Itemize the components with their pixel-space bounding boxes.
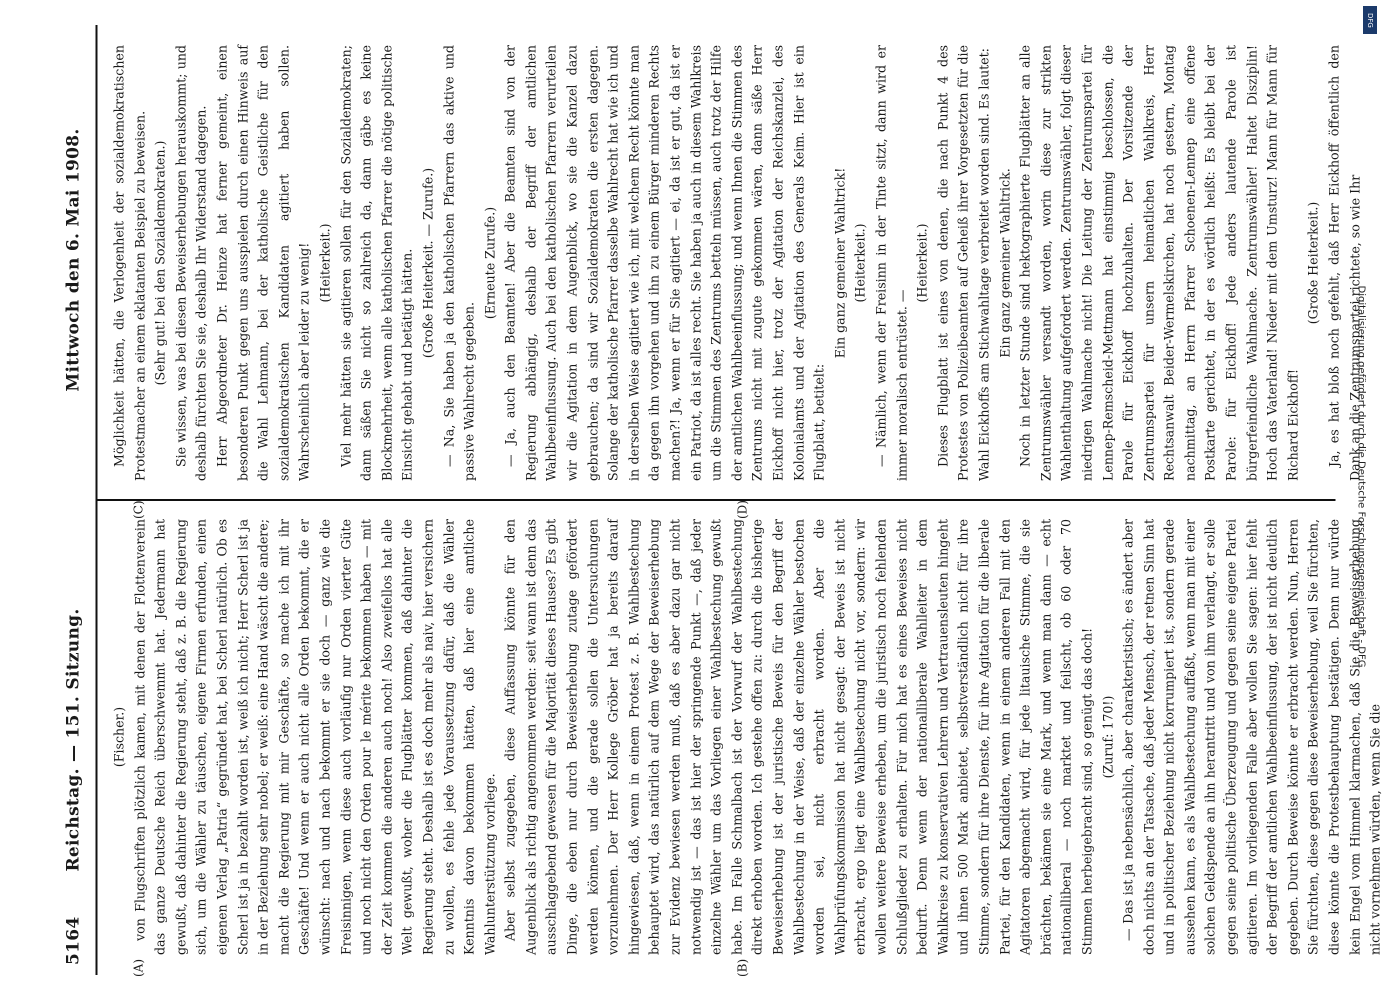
flyer-heading: Ein ganz gemeiner Wahltrick.	[996, 168, 1012, 358]
paragraph: Sie wissen, was bei diesen Beweiserhebungen herauskommt; und deshalb fürchten Sie sie, deshalb Ihr Widerstand dagegen.	[172, 45, 209, 481]
dfg-logo: DFG	[1363, 6, 1377, 34]
right-text-column	[109, 45, 1362, 481]
margin-mark-d: (D)	[735, 500, 749, 519]
credit-text: Digitalisierung gefördert durch die Deutsche Forschungsgemeinschaft - DFG	[1355, 285, 1367, 668]
paragraph: Herr Abgeordneter Dr. Heinze hat ferner gemeint, einen besonderen Punkt gegen uns ausspielen durch einen Hinweis auf die Wahl Lehmann, bei der katholische Geistliche für den sozialdemokratischen Kandidaten agitiert haben sollen. Wahrscheinlich aber leider zu wenig!	[213, 45, 312, 481]
interjection: (Große Heiterkeit.)	[1305, 201, 1321, 325]
interjection: (Zuruf: 170!)	[1099, 695, 1115, 779]
speaker-name: (Fischer.)	[111, 706, 126, 768]
digitization-credit	[1356, 286, 1367, 666]
paragraph: Viel mehr hätten sie agitieren sollen für den Sozialdemokraten; dann säßen Sie nicht so zahlreich da, dann gäbe es keine Blockmehrheit, wenn alle katholischen Pfarrer die nötige politische Einsicht gehabt und betätigt hätten.	[337, 45, 415, 481]
paragraph: Aber selbst zugegeben, diese Auffassung könnte für den Augenblick als richtig angenommen werden: seit wann ist denn das ausschlaggebend gewesen für die Majorität dieses Hauses? Es gibt Dinge, die eben nur durch Beweiserhebung zutage gefördert werden können, und die gerade sollen die Untersuchungen vorzunehmen. Der Herr Kollege Gröber hat ja bereits darauf hingewiesen, daß, wenn in einem Protest z. B. Wahlbestechung behauptet wird, das natürlich auf dem Wege der Beweiserhebung zur Evidenz bewiesen werden muß, daß es aber dazu gar nicht notwendig ist — das ist hier der springende Punkt —, daß jeder einzelne Wähler um das Vorliegen einer Wahlbestechung gewußt habe. Im Falle Schmalbach ist der Vorwurf der Wahlbestechung direkt erhoben worden. Ich gestehe offen zu: durch die bisherige Beweiserhebung ist der juristische Beweis für den Begriff der Wahlbestechung in der Weise, daß der einzelne Wähler bestochen worden sei, nicht erbracht worden. Aber die Wahlprüfungskommission hat nicht gesagt: der Beweis ist nicht erbracht, ergo liegt eine Wahlbestechung nicht vor, sondern: wir wollen weitere Beweise erheben, um die juristisch noch fehlenden Schlußglieder zu erhalten. Für mich hat es eines Beweises nicht bedurft. Denn wenn der nationalliberale Wahlleiter in dem Wahlkreise zu konservativen Lehrern und Vertrauensleuten hingeht und ihnen 500 Mark anbietet, selbstverständlich nicht für ihre Stimme, sondern für ihre Dienste, für ihre Agitation für die liberale Partei, für den Kandidaten, wenn in einem anderen Fall mit den Agitatoren abgemacht wird, für jede litauische Stimme, die sie brächten, bekämen sie eine Mark, und wenn man dann — echt nationalliberal — noch marktet und feilscht, ob 60 oder 70 Stimmen herbeigebracht sind, so genügt das doch!	[502, 519, 1094, 955]
column-divider	[95, 499, 1335, 501]
header-left-title: Reichstag. — 151. Sitzung.	[63, 608, 83, 872]
paragraph: — Nämlich, wenn der Freisinn in der Tinte sitzt, dann wird er immer moralisch entrüstet. —	[872, 45, 909, 481]
left-text-column	[109, 519, 1383, 955]
paragraph: Dieses Flugblatt ist eines von denen, die nach Punkt 4 des Protestes von Polizeibeamten auf Geheiß ihrer Vorgesetzten für die Wahl Eickhoffs am Stichwahltage verbreitet worden sind. Es lautet:	[934, 45, 991, 481]
interjection: (Heiterkeit.)	[316, 223, 332, 303]
paragraph: Ja, es hat bloß noch gefehlt, daß Herr Eickhoff öffentlich den Dank an die Zentrumspartei richtete, so wie Ihr	[1326, 45, 1362, 481]
header-right-title: Mittwoch den 6. Mai 1908.	[63, 128, 83, 392]
flyer-title: Ein ganz gemeiner Wahltrick!	[831, 167, 847, 359]
interjection: (Erneute Zurufe.)	[481, 206, 497, 320]
interjection: (Sehr gut! bei den Sozialdemokraten.)	[152, 140, 168, 386]
interjection: (Heiterkeit.)	[914, 223, 930, 303]
paragraph: von Flugschriften plötzlich kamen, mit denen der Flottenverein das ganze Deutsche Reich überschwemmt hat. Jedermann hat gewußt, daß dahinter die Regierung steht, daß z. B. die Regierung sich, um die Wähler zu täuschen, eigene Firmen erfunden, einen eigenen Verlag „Patria“ gegründet hat, bei Scherl natürlich. Ob es Scherl ist ja in bezahlt worden ist, weiß ich nicht; Herr Scherl ist ja in der Beziehung sehr nobel; er weiß: eine Hand wäscht die andere; macht die Regierung mit mir Geschäfte, so mache ich mit ihr Geschäfte! Und wenn er auch nicht alle Orden bekommt, die er wünscht: nach und nach bekommt er sie doch — ganz wie die Freisinnigen, wenn diese auch vorläufig nur Orden vierter Güte und noch nicht den Orden pour le mérite bekommen haben — mit der Zeit kommen die anderen auch noch! Also zweifellos hat alle Welt gewußt, woher die Flugblätter kommen, daß dahinter die Regierung steht. Deshalb ist es doch mehr als naiv, hier versichern zu wollen, es fehle jede Voraussetzung dafür, daß die Wähler Kenntnis davon bekommen hätten, daß hier eine amtliche Wahlunterstützung vorliege.	[131, 519, 497, 955]
interjection: (Große Heiterkeit. — Zurufe.)	[419, 167, 435, 359]
paragraph: — Das ist ja nebensächlich, aber charakteristisch; es ändert aber doch nichts an der Tatsache, daß jeder Mensch, der retnen Sinn hat und in politischer Beziehung nicht korrumpiert ist, sondern gerade aussehen kann, es als Wahlbestechung auffaßt, wenn man mit einer solchen Geldspende an ihn herantritt und von ihm verlangt, er solle gegen seine politische Überzeugung und gegen seine eigene Partei agitieren. Im vorliegenden Falle aber wollen Sie sagen: hier fehlt der Begriff der amtlichen Wahlbeeinflussung, der ist nicht deutlich gegeben. Durch Beweise könnte er erbracht werden. Nun, Herren Sie fürchten, diese gegen diese Beweiserhebung, weil Sie fürchten, diese könnte die Protestbehauptung bestätigen. Denn nur würde kein Engel vom Himmel klarmachen, daß Sie die Beweiserhebung nicht vornehmen würden, wenn Sie die	[1120, 519, 1383, 955]
margin-mark-b: (B)	[735, 958, 749, 977]
interjection: (Heiterkeit.)	[852, 223, 868, 303]
page-header	[59, 25, 89, 975]
paragraph: — Ja, auch den Beamten! Aber die Beamten sind von der Regierung abhängig, deshalb der Begriff der amtlichen Wahlbeeinflussung. Auch bei den katholischen Pfarrern verurteilen wir die Agitation in dem Augenblick, wo sie die Kanzel dazu gebrauchen; da sind wir Sozialdemokraten die ersten dagegen. Solange der katholische Pfarrer dasselbe Wahlrecht hat wie ich und in derselben Weise agitiert wie ich, mit welchem Recht könnte man da gegen ihn vorgehen und ihn zu einem Bürger minderen Rechts machen?! Ja, wenn er für Sie agitiert — ei, da ist er gut, da ist er ein Patriot, da ist alles recht. Sie haben ja auch in diesem Wahlkreis um die Stimmen des Zentrums betteln müssen, auch trotz der Hilfe der amtlichen Wahlbeeinflussung; und wenn Ihnen die Stimmen des Zentrums nicht mit zugute gekommen wären, dann säße Herr Eickhoff nicht hier, trotz der Agitation der Reichskanzlei, des Kolonialamts und der Agitation des Generals Keim. Hier ist ein Flugblatt, betitelt:	[502, 45, 827, 481]
quoted-flyer-text: Noch in letzter Stunde sind hektographierte Flugblätter an alle Zentrumswähler versandt worden, worin diese zur strikten Wahlenthaltung aufgefordert werden. Zentrumswähler, folgt dieser niedrigen Wahlmache nicht! Die Leitung der Zentrumspartei für Lennep-Remscheid-Mettmann hat einstimmig beschlossen, die Parole für Eickhoff hochzuhalten. Der Vorsitzende der Zentrumspartei für unsern heimatlichen Wahlkreis, Herr Rechtsanwalt Beider-Wermelskirchen, hat noch gestern, Montag nachmittag, an Herrn Pfarrer Schoenen-Lennep eine offene Postkarte gerichtet, in der es wörtlich heißt: Es bleibt bei der Parole: für Eickhoff! Jede anders lautende Parole ist bürgerfeindliche Wahlmache. Zentrumswähler! Haltet Disziplin! Hoch das Vaterland! Nieder mit dem Umsturz! Mann für Mann für Richard Eickhoff!	[1017, 45, 1300, 481]
page-number: 5164	[63, 916, 83, 965]
paragraph: — Na, Sie haben ja den katholischen Pfarrern das aktive und passive Wahlrecht gegeben.	[440, 45, 477, 481]
paragraph: Möglichkeit hätten, die Verlogenheit der sozialdemokratischen Protestmacher an einem eklatanten Beispiel zu beweisen.	[111, 45, 147, 481]
margin-mark-a: (A)	[131, 958, 145, 977]
margin-mark-c: (C)	[131, 500, 145, 519]
